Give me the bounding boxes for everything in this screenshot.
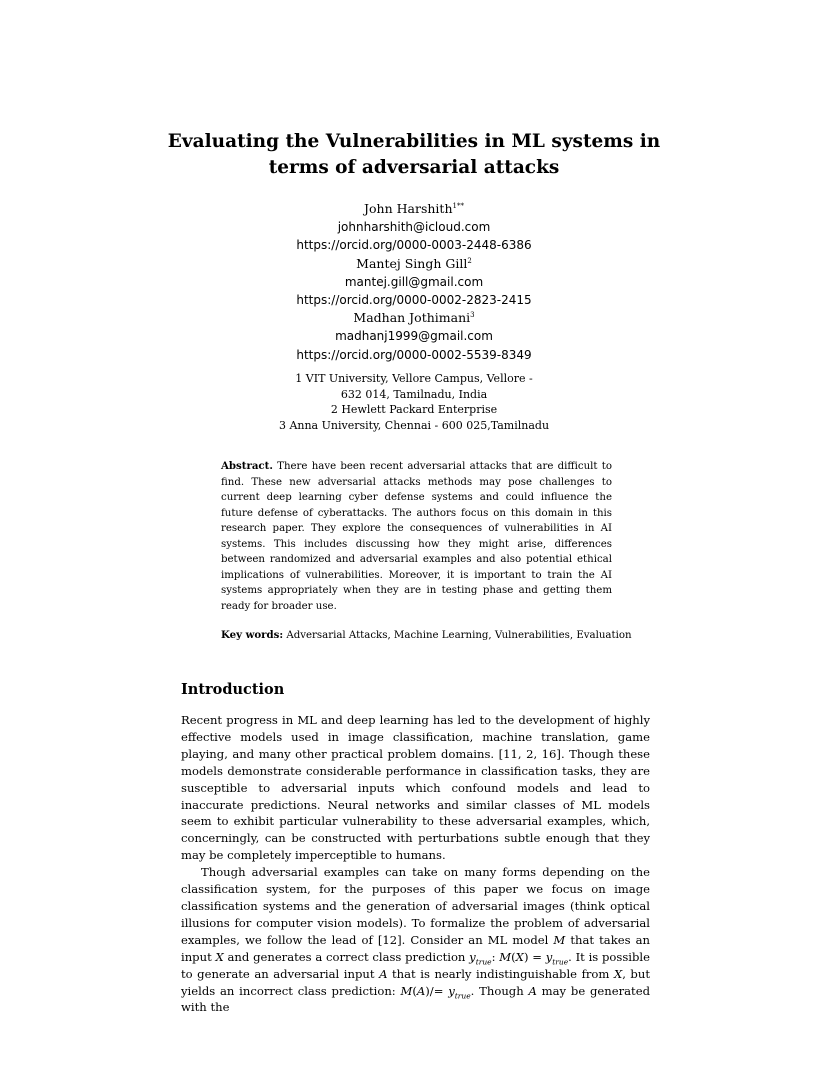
- paragraph: Recent progress in ML and deep learning has led to the development of highly effective models used in image classification, machine translation, game playing, and many other practical problem domains. [11, 2, 16]. Though these models demonstrate considerable performance in classification tasks, they are susceptible to adversarial inputs which confound models and lead to inaccurate predictions. Neural networks and similar classes of ML models seem to exhibit particular vulnerability to these adversarial examples, which, concerningly, can be constructed with perturbations subtle enough that they may be completely imperceptible to humans.: [181, 713, 650, 863]
- title-line-2: terms of adversarial attacks: [268, 157, 560, 178]
- affiliation-line: 632 014, Tamilnadu, India: [340, 387, 488, 401]
- author-orcid: https://orcid.org/0000-0002-2823-2415: [296, 292, 532, 307]
- author-orcid: https://orcid.org/0000-0002-5539-8349: [296, 347, 532, 362]
- paper-title: [100, 129, 728, 181]
- author-email: johnharshith@icloud.com: [337, 220, 491, 235]
- author-email: madhanj1999@gmail.com: [335, 329, 493, 344]
- keywords-text: Adversarial Attacks, Machine Learning, Vulnerabilities, Evaluation: [283, 630, 632, 641]
- title-line-1: Evaluating the Vulnerabilities in ML systems in: [167, 131, 661, 152]
- abstract: [221, 459, 612, 614]
- author-orcid: https://orcid.org/0000-0003-2448-6386: [296, 238, 532, 253]
- introduction-body: [181, 712, 650, 1016]
- paragraph: Though adversarial examples can take on many forms depending on the classification system, for the purposes of this paper we focus on image classification systems and the generation of adversarial images (think optical illusions for computer vision models). To formalize the problem of adversarial examples, we follow the lead of [12]. Consider an ML model M that takes an input X and generates a correct class prediction $y_{true}$: $M(X) = y_{true}$. It is possible to generate an adversarial input A that is nearly indistinguishable from X, but yields an incorrect class prediction: $M(A)/= y_{true}$. Though A may be generated with the: [181, 865, 650, 1015]
- keywords-label: Key words:: [221, 629, 284, 641]
- section-heading-introduction: Introduction: [181, 681, 285, 698]
- abstract-text: There have been recent adversarial attacks that are difficult to find. These new adversarial attacks methods may pose challenges to current deep learning cyber defense systems and could influence the future defense of cyberattacks. The authors focus on this domain in this research paper. They explore the consequences of vulnerabilities in AI systems. This includes discussing how they might arise, differences between randomized and adversarial examples and also potential ethical implications of vulnerabilities. Moreover, it is important to train the AI systems appropriately when they are in testing phase and getting them ready for broader use.: [221, 461, 612, 612]
- author-name: John Harshith$^{1**}$: [364, 201, 464, 216]
- affiliation-line: 2 Hewlett Packard Enterprise: [330, 403, 498, 417]
- author-email: mantej.gill@gmail.com: [344, 274, 484, 289]
- author-block: [160, 200, 668, 364]
- abstract-label: Abstract.: [221, 460, 273, 472]
- author-name: Mantej Singh Gill$^2$: [356, 255, 472, 271]
- affiliation-line: 3 Anna University, Chennai - 600 025,Tamilnadu: [278, 419, 550, 433]
- affiliation-line: 1 VIT University, Vellore Campus, Vellore -: [295, 372, 533, 385]
- affiliations: [200, 371, 628, 434]
- keywords: [221, 628, 641, 644]
- author-name: Madhan Jothimani$^3$: [353, 310, 475, 326]
